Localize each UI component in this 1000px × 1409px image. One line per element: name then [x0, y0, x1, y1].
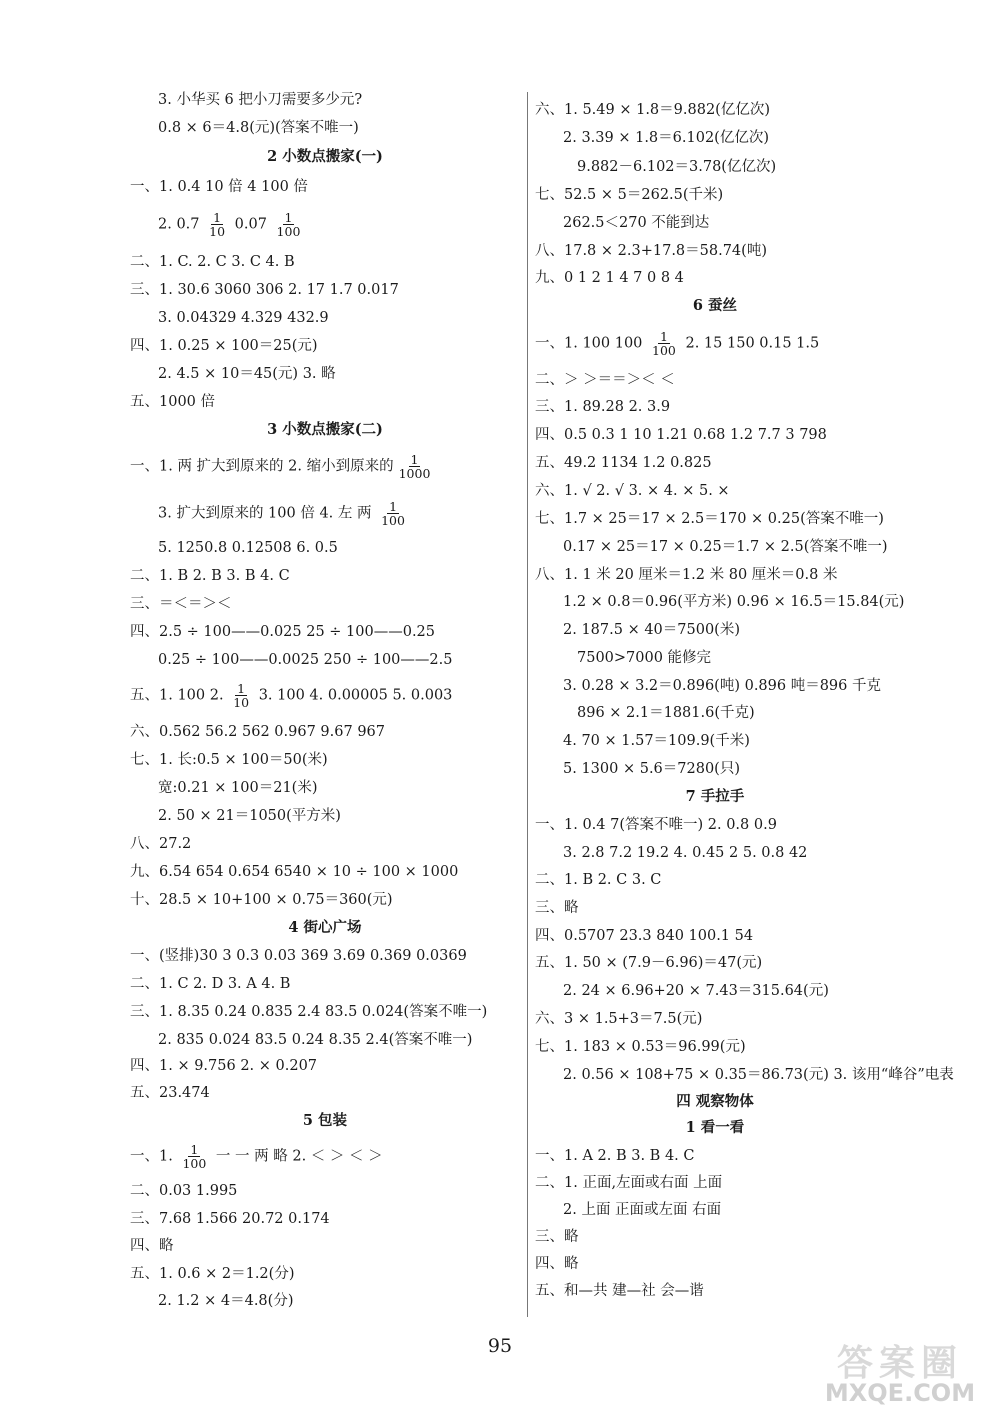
answer-line: 二、1. B 2. B 3. B 4. C [130, 568, 290, 584]
answer-line: 二、＞ ＞＝＝＞＜ ＜ [535, 372, 675, 388]
answer-line: 五、23.474 [130, 1085, 210, 1101]
fraction-denominator: 100 [652, 343, 676, 358]
fraction-denominator: 10 [233, 695, 250, 710]
text-part: 0.07 [230, 216, 272, 233]
fraction [650, 330, 678, 357]
fraction-numerator: 1 [284, 210, 293, 225]
text-part: 3. 100 4. 0.00005 5. 0.003 [254, 687, 453, 704]
watermark-logo: 答案圈 [836, 1343, 963, 1384]
answer-line: 0.17 × 25＝17 × 0.25＝1.7 × 2.5(答案不唯一) [563, 539, 888, 555]
answer-line: 一、1. A 2. B 3. B 4. C [535, 1148, 695, 1164]
fraction-denominator: 100 [381, 513, 405, 528]
answer-line: 宽:0.21 × 100＝21(米) [158, 780, 318, 796]
answer-line: 七、1.7 × 25＝17 × 2.5＝170 × 0.25(答案不唯一) [535, 511, 884, 527]
section-heading: 1 看一看 [685, 1119, 745, 1136]
answer-line: 896 × 2.1＝1881.6(千克) [577, 705, 755, 721]
answer-line: 三、1. 30.6 3060 306 2. 17 1.7 0.017 [130, 282, 399, 298]
answer-line: 六、3 × 1.5+3＝7.5(元) [535, 1011, 703, 1027]
fraction [180, 1143, 208, 1170]
answer-line: 9.882－6.102＝3.78(亿亿次) [577, 159, 777, 175]
fraction [379, 500, 407, 527]
answer-line: 3. 0.28 × 3.2＝0.896(吨) 0.896 吨＝896 千克 [563, 678, 881, 694]
section-heading: 2 小数点搬家(一) [267, 148, 383, 165]
answer-line: 2. 187.5 × 40＝7500(米) [563, 622, 740, 638]
answer-line: 二、0.03 1.995 [130, 1183, 238, 1199]
answer-line: 五、1. 50 × (7.9－6.96)＝47(元) [535, 955, 763, 971]
fraction-numerator: 1 [659, 329, 668, 344]
answer-line: 3. 小华买 6 把小刀需要多少元? [158, 92, 363, 108]
text-part: 五、1. 100 2. [130, 687, 229, 704]
answer-line: 四、2.5 ÷ 100——0.025 25 ÷ 100——0.25 [130, 624, 436, 640]
answer-line: 七、1. 183 × 0.53＝96.99(元) [535, 1039, 746, 1055]
fraction-denominator: 1000 [398, 466, 431, 481]
answer-line: 二、1. 正面,左面或右面 上面 [535, 1175, 723, 1191]
section-heading: 4 街心广场 [288, 919, 362, 936]
fraction-numerator: 1 [213, 210, 222, 225]
answer-line: 2. 上面 正面或左面 右面 [563, 1202, 722, 1218]
answer-line: 262.5＜270 不能到达 [563, 215, 710, 231]
answer-line: 八、17.8 × 2.3+17.8＝58.74(吨) [535, 243, 767, 259]
answer-line: 三、1. 8.35 0.24 0.835 2.4 83.5 0.024(答案不唯一) [130, 1004, 488, 1020]
fraction-denominator: 100 [276, 224, 301, 239]
fraction [275, 211, 303, 238]
answer-line: 2. 24 × 6.96+20 × 7.43＝315.64(元) [563, 983, 829, 999]
answer-line: 2. 1.2 × 4＝4.8(分) [158, 1293, 294, 1309]
section-heading: 四 观察物体 [676, 1093, 754, 1110]
answer-line [535, 330, 819, 357]
section-heading: 6 蚕丝 [692, 297, 738, 314]
fraction-denominator: 100 [182, 1156, 207, 1171]
fraction-denominator: 10 [209, 224, 226, 239]
text-part: 2. 15 150 0.15 1.5 [680, 335, 820, 352]
answer-line: 3. 0.04329 4.329 432.9 [158, 310, 329, 326]
fraction-numerator: 1 [410, 452, 419, 467]
column-divider [527, 92, 528, 1317]
answer-line: 2. 3.39 × 1.8＝6.102(亿亿次) [563, 130, 769, 146]
text-part: 一、1. 两 扩大到原来的 2. 缩小到原来的 [130, 458, 394, 475]
fraction-numerator: 1 [389, 499, 398, 514]
answer-line: 二、1. B 2. C 3. C [535, 872, 662, 888]
answer-line: 3. 2.8 7.2 19.2 4. 0.45 2 5. 0.8 42 [563, 845, 808, 861]
text-part: 2. 0.7 [158, 216, 205, 233]
answer-line: 四、0.5707 23.3 840 100.1 54 [535, 928, 754, 944]
fraction-numerator: 1 [190, 1142, 199, 1157]
fraction [397, 453, 433, 480]
text-part: 一 一 两 略 2. ＜ ＞ ＜ ＞ [211, 1148, 383, 1165]
answer-line: 十、28.5 × 10+100 × 0.75＝360(元) [130, 892, 393, 908]
answer-line: 二、1. C 2. D 3. A 4. B [130, 976, 291, 992]
answer-line: 三、＝＜＝＞＜ [130, 596, 232, 612]
answer-line: 二、1. C. 2. C 3. C 4. B [130, 254, 295, 270]
answer-line: 一、1. 0.4 7(答案不唯一) 2. 0.8 0.9 [535, 817, 777, 833]
section-heading: 3 小数点搬家(二) [267, 421, 383, 438]
answer-line: 2. 0.56 × 108+75 × 0.35＝86.73(元) 3. 该用“峰谷”电表 [563, 1067, 954, 1083]
answer-line: 五、1000 倍 [130, 394, 216, 410]
answer-line: 5. 1300 × 5.6＝7280(只) [563, 761, 740, 777]
answer-line: 四、略 [130, 1238, 174, 1254]
answer-line [158, 211, 305, 238]
answer-line: 2. 4.5 × 10＝45(元) 3. 略 [158, 366, 336, 382]
answer-line: 七、1. 长:0.5 × 100＝50(米) [130, 752, 328, 768]
watermark-url: MXQE.COM [824, 1379, 976, 1407]
answer-line: 7500>7000 能修完 [577, 650, 712, 666]
answer-line: 六、1. √ 2. √ 3. × 4. × 5. × [535, 483, 730, 499]
answer-line: 五、和—共 建—社 会—谐 [535, 1283, 704, 1299]
answer-line: 三、略 [535, 900, 579, 916]
fraction [207, 211, 227, 238]
answer-line: 四、略 [535, 1256, 579, 1272]
section-heading: 7 手拉手 [685, 788, 745, 805]
answer-line: 1.2 × 0.8＝0.96(平方米) 0.96 × 16.5＝15.84(元) [563, 594, 905, 610]
answer-line: 2. 835 0.024 83.5 0.24 8.35 2.4(答案不唯一) [158, 1032, 473, 1048]
answer-line: 七、52.5 × 5＝262.5(千米) [535, 187, 724, 203]
answer-line: 一、1. 0.4 10 倍 4 100 倍 [130, 179, 308, 195]
answer-line: 一、(竖排)30 3 0.3 0.03 369 3.69 0.369 0.0369 [130, 948, 467, 964]
answer-line [130, 1143, 383, 1170]
answer-line: 4. 70 × 1.57＝109.9(千米) [563, 733, 750, 749]
answer-line: 九、6.54 654 0.654 6540 × 10 ÷ 100 × 1000 [130, 864, 459, 880]
answer-line: 三、略 [535, 1229, 579, 1245]
answer-line [130, 453, 435, 480]
answer-line: 0.8 × 6＝4.8(元)(答案不唯一) [158, 120, 359, 136]
fraction [231, 682, 251, 709]
answer-line: 六、0.562 56.2 562 0.967 9.67 967 [130, 724, 385, 740]
text-part: 3. 扩大到原来的 100 倍 4. 左 两 [158, 505, 377, 522]
answer-line: 九、0 1 2 1 4 7 0 8 4 [535, 270, 684, 286]
answer-line: 0.25 ÷ 100——0.0025 250 ÷ 100——2.5 [158, 652, 453, 668]
answer-line: 五、1. 0.6 × 2＝1.2(分) [130, 1266, 295, 1282]
answer-line: 四、0.5 0.3 1 10 1.21 0.68 1.2 7.7 3 798 [535, 427, 827, 443]
answer-line: 2. 50 × 21＝1050(平方米) [158, 808, 341, 824]
fraction-numerator: 1 [237, 681, 246, 696]
answer-line: 五、49.2 1134 1.2 0.825 [535, 455, 712, 471]
section-heading: 5 包装 [302, 1112, 348, 1129]
answer-line: 八、27.2 [130, 836, 192, 852]
answer-line [158, 500, 410, 527]
answer-line: 八、1. 1 米 20 厘米＝1.2 米 80 厘米＝0.8 米 [535, 567, 838, 583]
answer-line: 5. 1250.8 0.12508 6. 0.5 [158, 540, 338, 556]
answer-line: 四、1. 0.25 × 100＝25(元) [130, 338, 318, 354]
text-part: 一、1. 100 100 [535, 335, 648, 352]
answer-line: 三、1. 89.28 2. 3.9 [535, 399, 671, 415]
text-part: 一、1. [130, 1148, 178, 1165]
answer-line: 六、1. 5.49 × 1.8＝9.882(亿亿次) [535, 102, 770, 118]
watermark [810, 1335, 990, 1409]
answer-line: 三、7.68 1.566 20.72 0.174 [130, 1211, 330, 1227]
answer-line [130, 682, 452, 709]
answer-line: 四、1. × 9.756 2. × 0.207 [130, 1058, 318, 1074]
page-number: 95 [487, 1335, 513, 1357]
